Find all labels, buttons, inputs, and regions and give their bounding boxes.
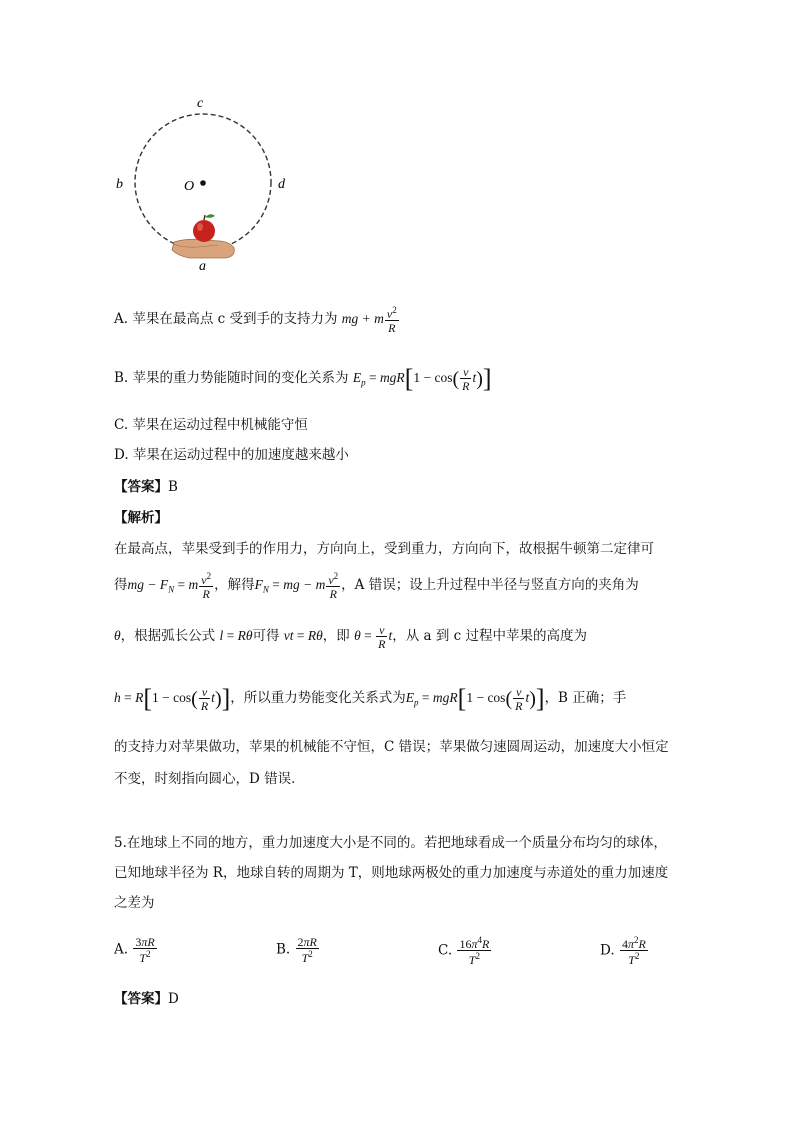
center-point-O [200,180,206,186]
option-b [114,366,492,394]
q5-option-c: C. $\frac{16\pi^4R}{T^2}$ [438,935,490,967]
label-O: O [184,179,195,194]
apple-icon [193,214,215,242]
analysis-line-5: 的支持力对苹果做功，苹果的机械能不守恒，C 错误；苹果做匀速圆周运动，加速度大小恒定 [114,739,669,755]
formula-a: mg + m $\frac{v^2}{R}$ [341,305,397,335]
q5-answer-value: D [168,991,179,1007]
analysis-paragraph [114,538,680,798]
analysis-line-4: h = R[1 − cos( $\frac{v}{R}$ t)]，所以重力势能变化关系式为$E_p = mgR[1 - \cos$( $\frac{v}{R}$ t)]，B 正确；手 [114,684,627,713]
analysis-line-3: θ，根据弧长公式 l = Rθ可得 vt = Rθ，即 θ = $\frac{v}{R}$ t，从 a 到 c 过程中苹果的高度为 [114,623,587,651]
q5-stem-line-2: 已知地球半径为 R，地球自转的周期为 T，则地球两极处的重力加速度与赤道处的重力加速度 [114,865,669,881]
answer-q4 [114,476,178,498]
answer-value: B [168,479,178,495]
answer-q5 [114,988,179,1010]
q5-stem-line-1: 5.在地球上不同的地方，重力加速度大小是不同的。若把地球看成一个质量分布均匀的球体， [114,835,667,851]
option-c: C. 苹果在运动过程中机械能守恒 [114,417,308,433]
label-d: d [278,177,285,192]
q5-options [114,936,694,976]
option-b-text: B. 苹果的重力势能随时间的变化关系为 [114,370,349,387]
q5-option-a: A. $\frac{3\pi R}{T^2}$ [114,935,155,965]
question-5 [114,832,680,922]
label-c: c [197,96,204,111]
analysis-line-1: 在最高点，苹果受到手的作用力，方向向上，受到重力，方向向下，故根据牛顿第二定律可 [114,541,654,557]
analysis-line-6: 不变，时刻指向圆心，D 错误． [114,771,305,787]
analysis-label: 【解析】 [114,510,168,526]
option-a [114,306,400,334]
answer-label: 【答案】 [114,479,168,495]
formula-b: $E_p = mgR[1 - \cos$( $\frac{v}{R}$ t)] [352,364,492,393]
q5-stem-line-3: 之差为 [114,895,155,911]
q5-option-b: B. $\frac{2\pi R}{T^2}$ [276,935,317,965]
hand-icon [172,239,234,258]
label-b: b [116,177,123,192]
option-a-text: A. 苹果在最高点 c 受到手的支持力为 [114,311,338,328]
label-a: a [199,259,206,274]
analysis-line-2: 得mg − $F_N = m$ $\frac{v^2}{R}$ ，解得$F_N$ = mg − m $\frac{v^2}{R}$ ，A 错误；设上升过程中半径与竖直方向的夹角为 [114,571,639,601]
option-d: D. 苹果在运动过程中的加速度越来越小 [114,447,349,463]
q5-option-d: D. $\frac{4\pi^2R}{T^2}$ [600,935,646,967]
circular-motion-diagram [108,92,308,282]
q5-answer-label: 【答案】 [114,991,168,1007]
